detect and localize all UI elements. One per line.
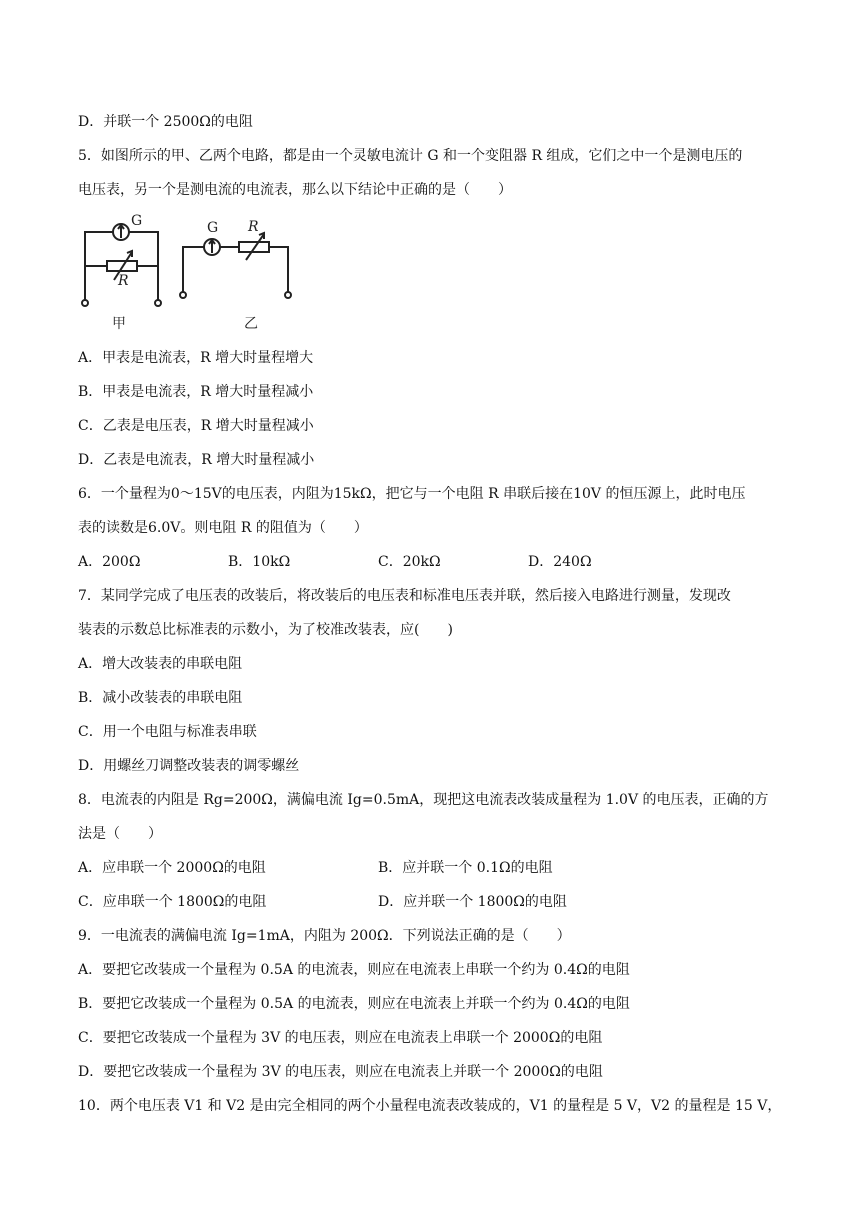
q8-option-b: B．应并联一个 0.1Ω的电阻 [378, 860, 553, 876]
q8-option-a: A．应串联一个 2000Ω的电阻 [78, 860, 266, 876]
q9-option-a: A．要把它改装成一个量程为 0.5A 的电流表，则应在电流表上串联一个约为 0.4Ω的电阻 [78, 962, 630, 978]
q7-option-a: A．增大改装表的串联电阻 [78, 656, 243, 672]
q10-stem-line1: 10．两个电压表 V1 和 V2 是由完全相同的两个小量程电流表改装成的，V1 的量程是 5 V，V2 的量程是 15 V， [78, 1098, 782, 1114]
q5-option-b: B．甲表是电流表，R 增大时量程减小 [78, 384, 314, 400]
yi-resistor-label: R [248, 219, 259, 235]
q8-option-d: D．应并联一个 1800Ω的电阻 [378, 894, 567, 910]
q6-option-a: A．200Ω [78, 554, 141, 570]
yi-meter-label: G [207, 220, 219, 236]
q5-option-c: C．乙表是电压表，R 增大时量程减小 [78, 418, 314, 434]
q5-stem-line1: 5．如图所示的甲、乙两个电路，都是由一个灵敏电流计 G 和一个变阻器 R 组成，它们之中一个是测电压的 [78, 148, 743, 164]
q8-option-c: C．应串联一个 1800Ω的电阻 [78, 894, 267, 910]
caption-jia: 甲 [112, 316, 126, 332]
q7-option-c: C．用一个电阻与标准表串联 [78, 724, 257, 740]
q9-option-b: B．要把它改装成一个量程为 0.5A 的电流表，则应在电流表上并联一个约为 0.4Ω的电阻 [78, 996, 630, 1012]
q6-option-c: C．20kΩ [378, 554, 441, 570]
jia-meter-label: G [131, 214, 143, 229]
caption-yi: 乙 [244, 316, 258, 332]
circuit-jia [82, 214, 161, 332]
q8-stem-line2: 法是（ ） [78, 826, 162, 842]
q7-option-b: B．减小改装表的串联电阻 [78, 690, 243, 706]
q5-option-a: A．甲表是电流表，R 增大时量程增大 [78, 350, 314, 366]
q5-circuit-figure [74, 214, 304, 334]
q7-stem-line2: 装表的示数总比标准表的示数小，为了校准改装表，应( ) [78, 622, 453, 638]
q7-option-d: D．用螺丝刀调整改装表的调零螺丝 [78, 758, 300, 774]
q5-stem-line2: 电压表，另一个是测电流的电流表，那么以下结论中正确的是（ ） [78, 182, 512, 198]
q6-stem-line1: 6．一个量程为0～15V的电压表，内阻为15kΩ，把它与一个电阻 R 串联后接在10V 的恒压源上，此时电压 [78, 486, 746, 502]
circuit-yi [180, 219, 291, 332]
q6-option-d: D．240Ω [528, 554, 592, 570]
q6-option-b: B．10kΩ [228, 554, 291, 570]
q5-option-d: D．乙表是电流表，R 增大时量程减小 [78, 452, 315, 468]
jia-resistor-label: R [118, 273, 129, 289]
q9-option-d: D．要把它改装成一个量程为 3V 的电压表，则应在电流表上并联一个 2000Ω的电阻 [78, 1064, 603, 1080]
q9-option-c: C．要把它改装成一个量程为 3V 的电压表，则应在电流表上串联一个 2000Ω的电阻 [78, 1030, 603, 1046]
q9-stem-line1: 9．一电流表的满偏电流 Ig=1mA，内阻为 200Ω．下列说法正确的是（ ） [78, 928, 571, 944]
prev-option-d: D．并联一个 2500Ω的电阻 [78, 114, 253, 130]
q6-stem-line2: 表的读数是6.0V。则电阻 R 的阻值为（ ） [78, 520, 368, 536]
q7-stem-line1: 7．某同学完成了电压表的改装后，将改装后的电压表和标准电压表并联，然后接入电路进行测量，发现改 [78, 588, 731, 604]
q8-stem-line1: 8．电流表的内阻是 Rg=200Ω，满偏电流 Ig=0.5mA，现把这电流表改装成量程为 1.0V 的电压表，正确的方 [78, 792, 769, 808]
